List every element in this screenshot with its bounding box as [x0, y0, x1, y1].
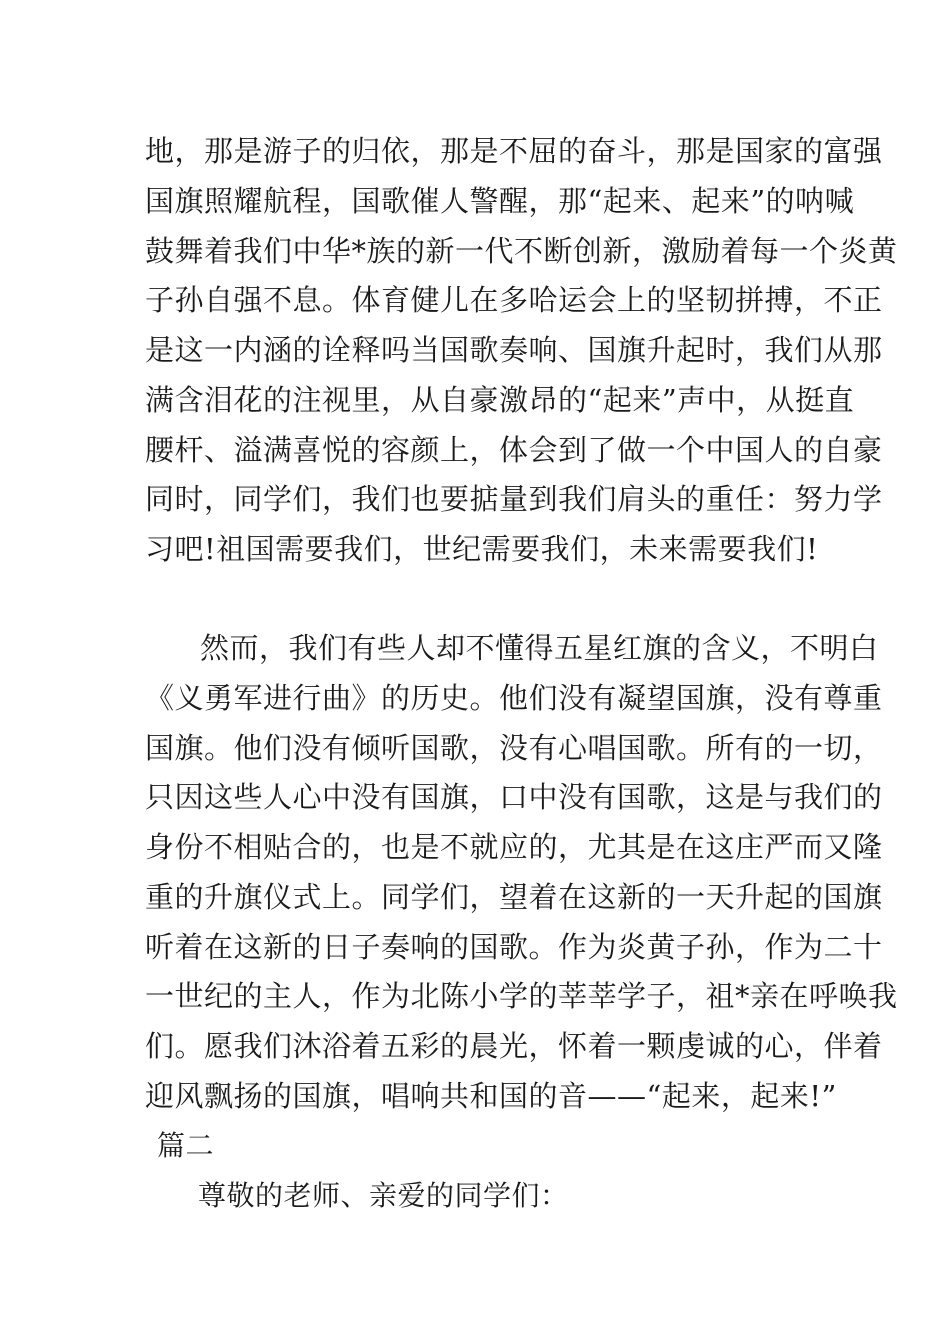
text-line: 满含泪花的注视里，从自豪激昂的“起来”声中，从挺直 — [145, 383, 855, 417]
text-line: 迎风飘扬的国旗，唱响共和国的音——“起来，起来!” — [145, 1079, 837, 1113]
text-line: 腰杆、溢满喜悦的容颜上，体会到了做一个中国人的自豪 — [145, 433, 883, 467]
text-line: 《义勇军进行曲》的历史。他们没有凝望国旗，没有尊重 — [145, 681, 883, 715]
text-line: 国旗照耀航程，国歌催人警醒，那“起来、起来”的呐喊 — [145, 184, 855, 218]
text-line: 重的升旗仪式上。同学们，望着在这新的一天升起的国旗 — [145, 880, 883, 914]
text-line: 们。愿我们沐浴着五彩的晨光，怀着一颗虔诚的心，伴着 — [145, 1029, 883, 1063]
text-line: 习吧!祖国需要我们，世纪需要我们，未来需要我们! — [145, 532, 819, 566]
text-line: 同时，同学们，我们也要掂量到我们肩头的重任：努力学 — [145, 482, 883, 516]
text-line: 一世纪的主人，作为北陈小学的莘莘学子，祖*亲在呼唤我 — [145, 979, 898, 1013]
section-heading: 篇二 — [157, 1129, 215, 1162]
text-line: 子孙自强不息。体育健儿在多哈运会上的坚韧拼搏，不正 — [145, 283, 883, 317]
text-line: 地，那是游子的归依，那是不屈的奋斗，那是国家的富强 — [145, 134, 883, 168]
text-line: 鼓舞着我们中华*族的新一代不断创新，激励着每一个炎黄 — [145, 234, 898, 268]
text-line: 是这一内涵的诠释吗当国歌奏响、国旗升起时，我们从那 — [145, 333, 883, 367]
text-line: 然而，我们有些人却不懂得五星红旗的含义，不明白 — [200, 631, 879, 665]
text-line: 身份不相贴合的，也是不就应的，尤其是在这庄严而又隆 — [145, 830, 883, 864]
text-line: 听着在这新的日子奏响的国歌。作为炎黄子孙，作为二十 — [145, 930, 883, 964]
text-line: 只因这些人心中没有国旗，口中没有国歌，这是与我们的 — [145, 780, 883, 814]
text-line: 国旗。他们没有倾听国歌，没有心唱国歌。所有的一切， — [145, 731, 883, 765]
salutation: 尊敬的老师、亲爱的同学们： — [198, 1179, 569, 1212]
